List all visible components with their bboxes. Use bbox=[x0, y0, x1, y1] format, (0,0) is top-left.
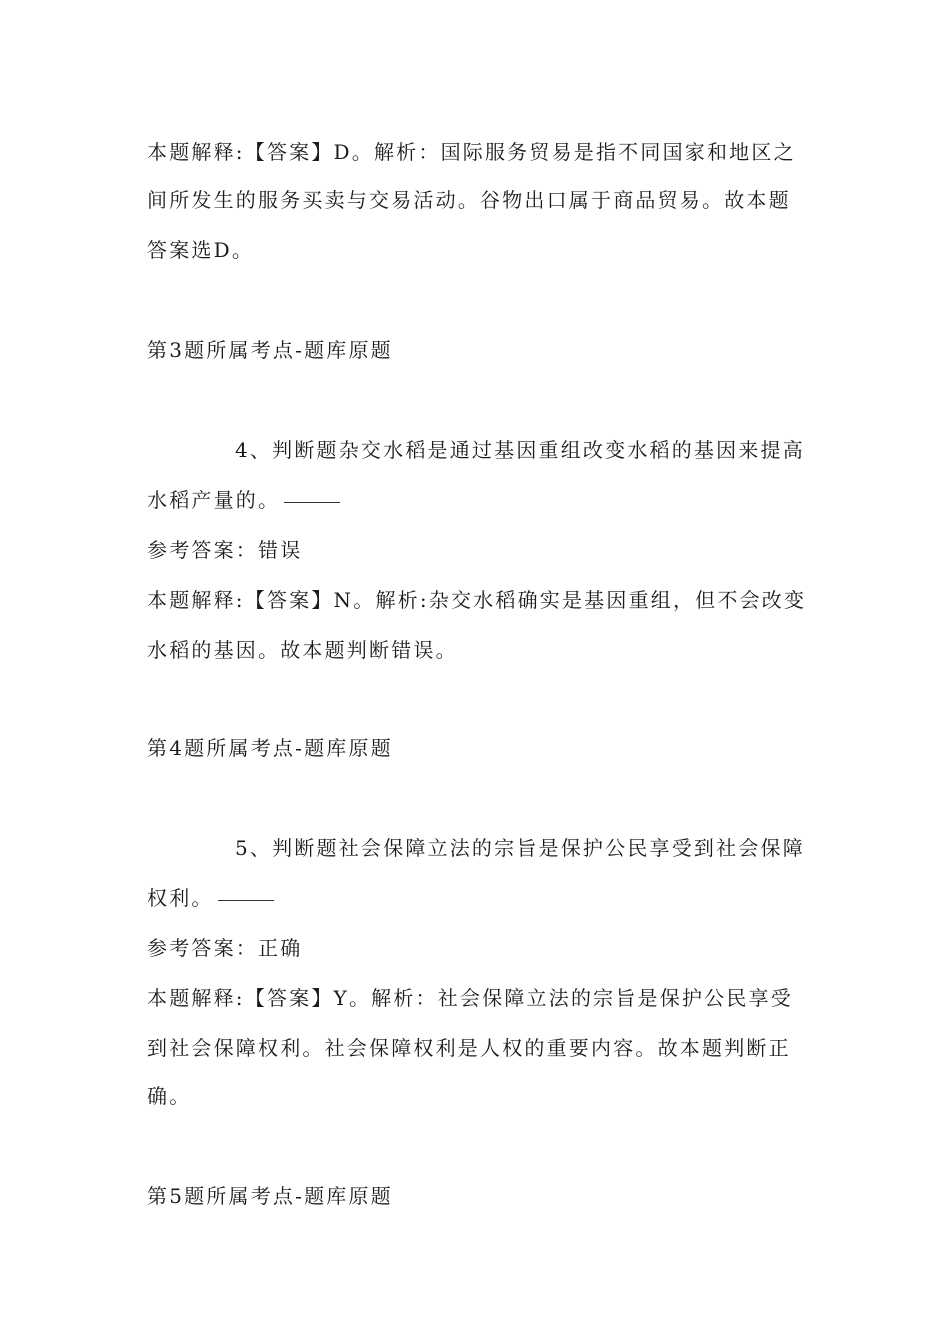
q3-explanation-line-1: 本题解释:【答案】D。解析：国际服务贸易是指不同国家和地区之 bbox=[147, 140, 796, 164]
q3-topic: 第3题所属考点-题库原题 bbox=[147, 338, 393, 362]
q5-answer-blank bbox=[218, 900, 274, 901]
q3-explanation-line-3: 答案选D。 bbox=[147, 238, 255, 262]
q5-topic: 第5题所属考点-题库原题 bbox=[147, 1184, 393, 1208]
q5-explanation-line-2: 到社会保障权利。社会保障权利是人权的重要内容。故本题判断正 bbox=[147, 1036, 791, 1060]
q5-answer: 参考答案：正确 bbox=[147, 936, 303, 960]
q4-question-text: 水稻产量的。 bbox=[147, 488, 281, 512]
q4-explanation-line-1: 本题解释:【答案】N。解析:杂交水稻确实是基因重组，但不会改变 bbox=[147, 588, 807, 612]
q4-topic: 第4题所属考点-题库原题 bbox=[147, 736, 393, 760]
q4-question-line-1: 4、判断题杂交水稻是通过基因重组改变水稻的基因来提高 bbox=[235, 438, 805, 462]
q4-answer-blank bbox=[284, 502, 340, 503]
q4-explanation-line-2: 水稻的基因。故本题判断错误。 bbox=[147, 638, 458, 662]
q5-explanation-line-1: 本题解释:【答案】Y。解析：社会保障立法的宗旨是保护公民享受 bbox=[147, 986, 793, 1010]
q5-question-text: 权利。 bbox=[147, 886, 214, 910]
q5-question-line-1: 5、判断题社会保障立法的宗旨是保护公民享受到社会保障 bbox=[235, 836, 805, 860]
q5-explanation-line-3: 确。 bbox=[147, 1084, 192, 1108]
q5-question-line-2 bbox=[147, 884, 274, 912]
q3-explanation-line-2: 间所发生的服务买卖与交易活动。谷物出口属于商品贸易。故本题 bbox=[147, 188, 791, 212]
q4-question-line-2 bbox=[147, 486, 340, 514]
q4-answer: 参考答案：错误 bbox=[147, 538, 303, 562]
